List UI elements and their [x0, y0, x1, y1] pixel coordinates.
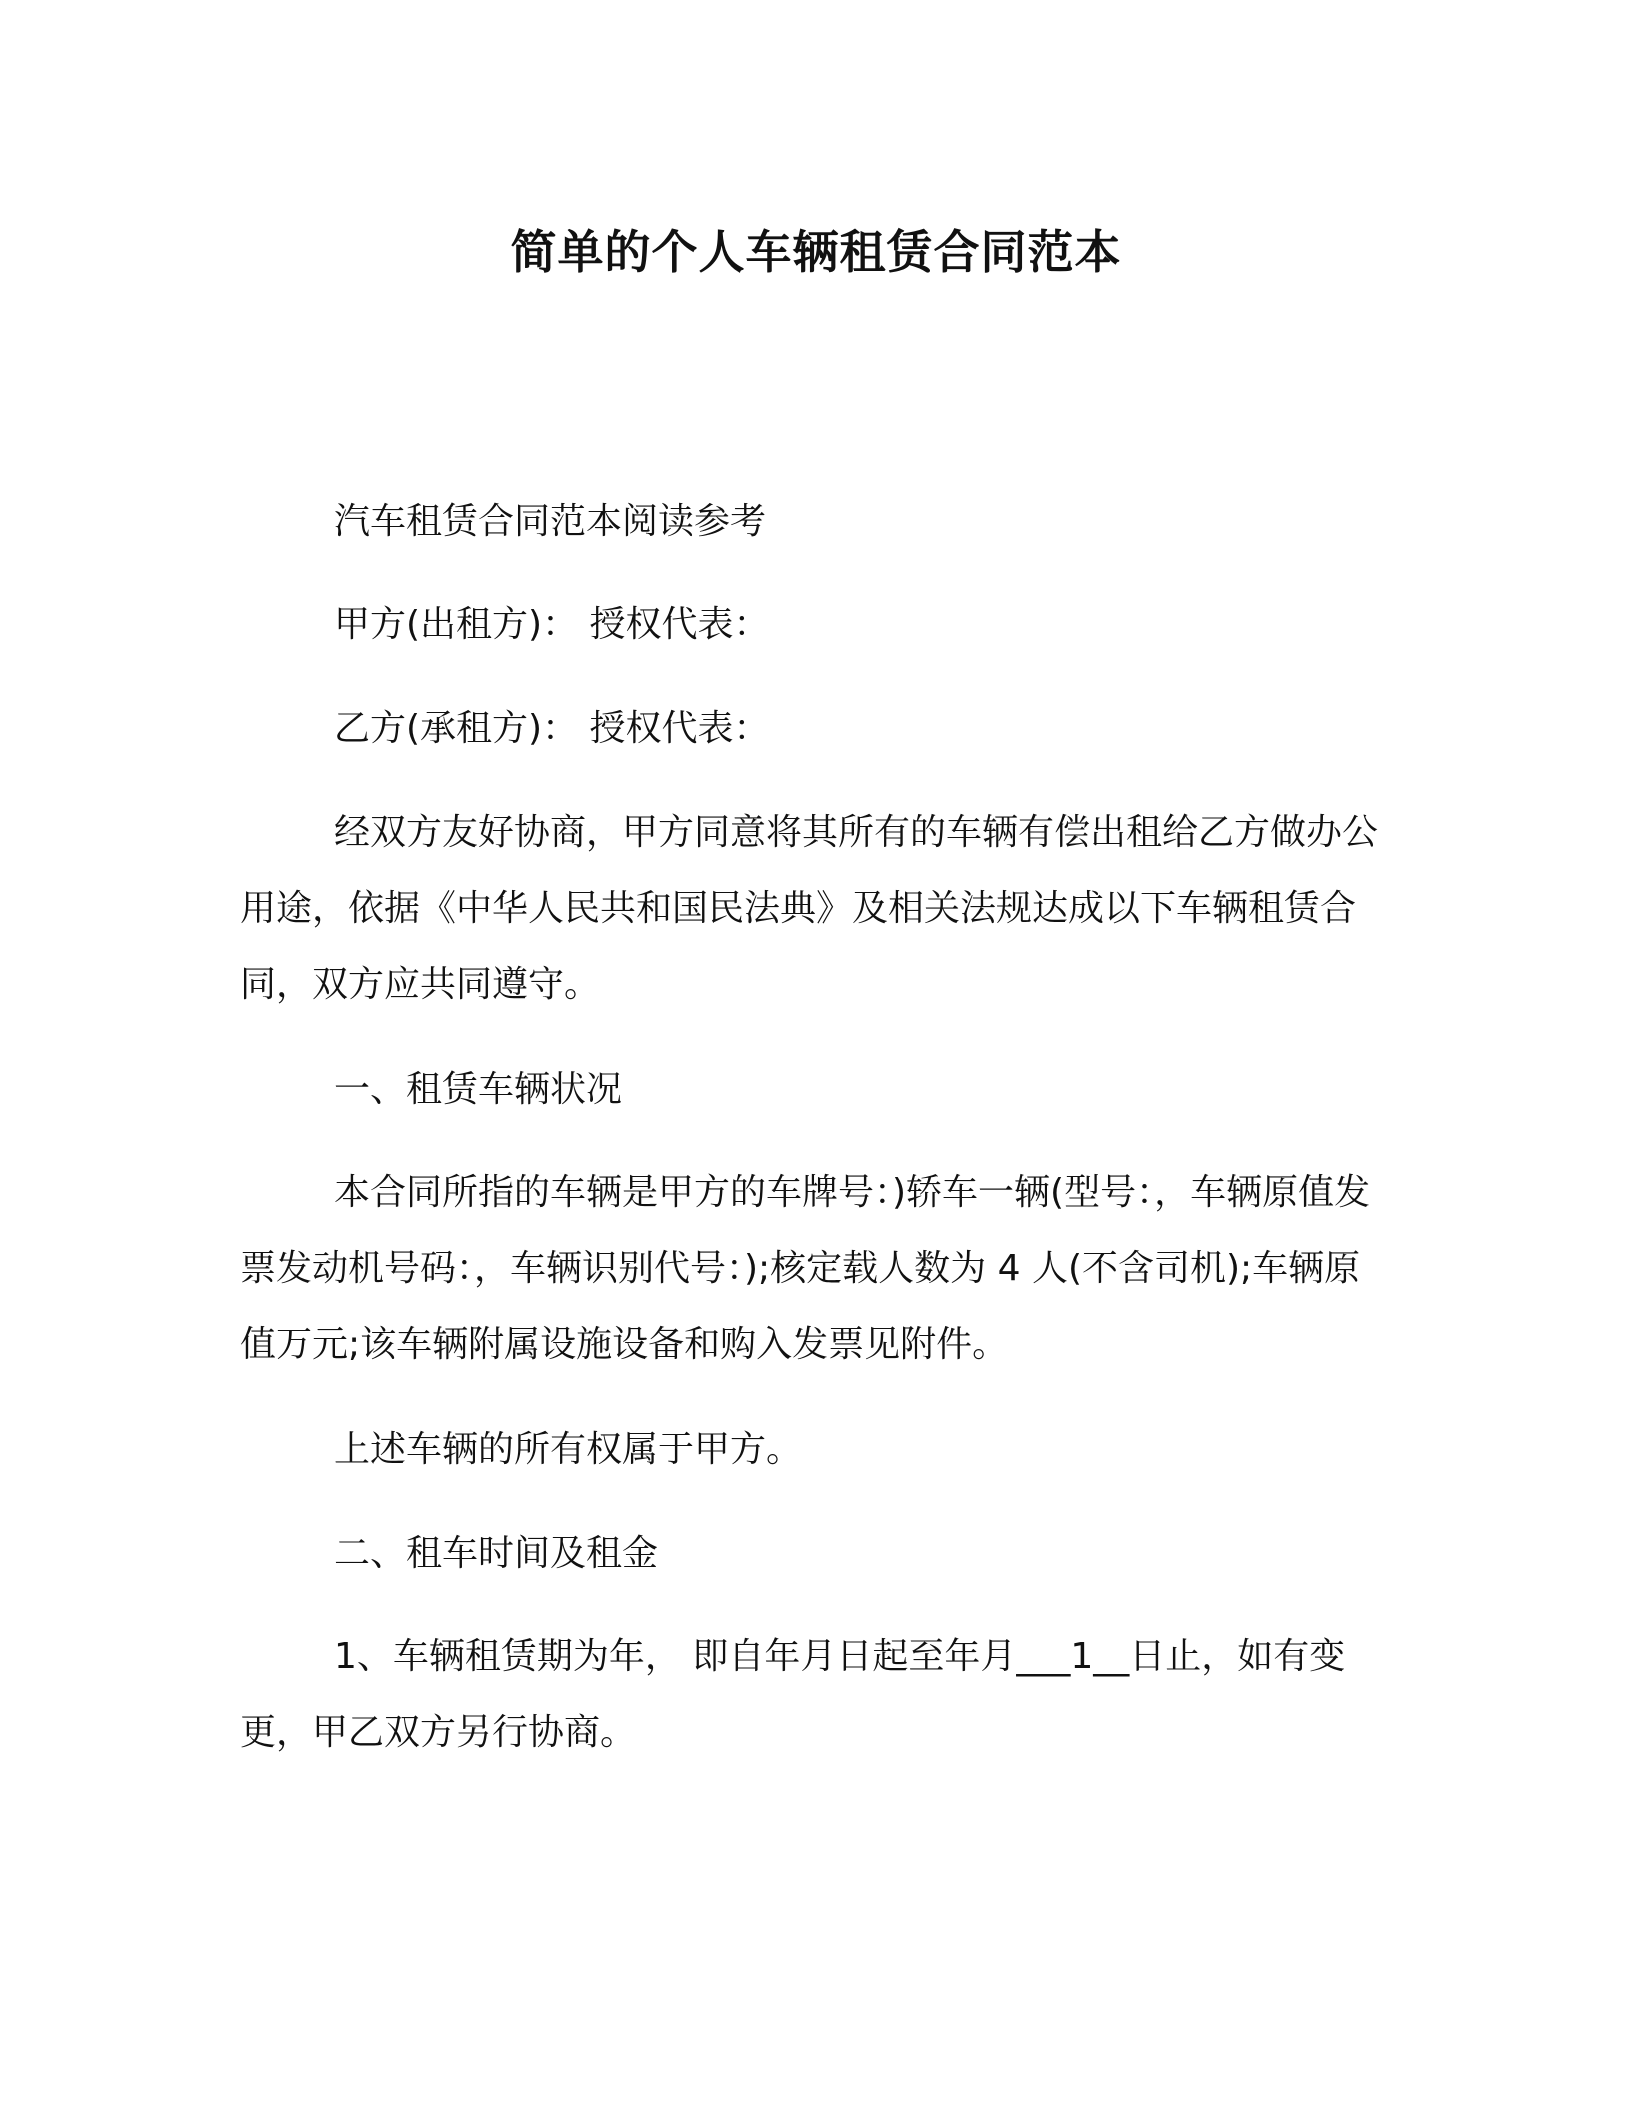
vehicle-details-paragraph: 本合同所指的车辆是甲方的车牌号：)轿车一辆(型号：，车辆原值发票发动机号码：，车辆识别代号：);核定载人数为 4 人(不含司机);车辆原值万元;该车辆附属设施设备和购入发票见附件。 — [240, 1172, 1371, 1365]
intro-paragraph: 经双方友好协商，甲方同意将其所有的车辆有偿出租给乙方做办公用途，依据《中华人民共和国民法典》及相关法规达成以下车辆租赁合同，双方应共同遵守。 — [240, 812, 1379, 1005]
rental-term-paragraph: 1、车辆租赁期为年， 即自年月日起至年月___1__日止，如有变更，甲乙双方另行协商。 — [240, 1636, 1346, 1753]
section-2-heading: 二、租车时间及租金 — [334, 1533, 659, 1574]
section-1-heading: 一、租赁车辆状况 — [334, 1069, 623, 1110]
reference-line: 汽车租赁合同范本阅读参考 — [334, 501, 767, 542]
document-title: 简单的个人车辆租赁合同范本 — [510, 225, 1122, 279]
party-a-line: 甲方(出租方)： 授权代表： — [334, 604, 770, 645]
party-b-line: 乙方(承租方)： 授权代表： — [334, 708, 770, 749]
ownership-paragraph: 上述车辆的所有权属于甲方。 — [334, 1429, 803, 1470]
